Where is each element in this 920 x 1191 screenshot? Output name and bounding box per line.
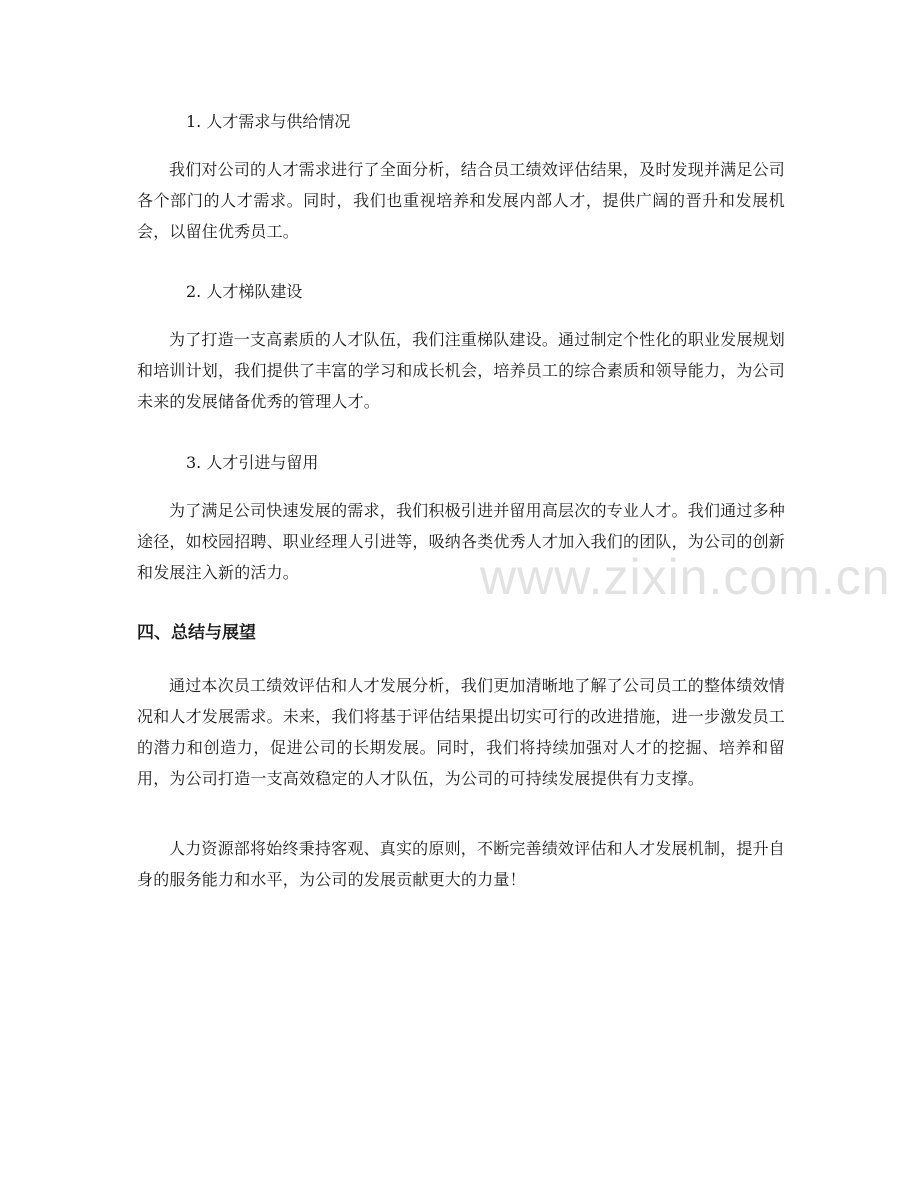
subsection-paragraph-2: 为了打造一支高素质的人才队伍，我们注重梯队建设。通过制定个性化的职业发展规划和培训计划，我们提供了丰富的学习和成长机会，培养员工的综合素质和领导能力，为公司未来的发展储备优秀的管理人才。: [137, 330, 786, 411]
subsection-heading-2: 2. 人才梯队建设: [186, 282, 303, 301]
summary-paragraph-2: 人力资源部将始终秉持客观、真实的原则，不断完善绩效评估和人才发展机制，提升自身的服务能力和水平，为公司的发展贡献更大的力量！: [137, 839, 785, 889]
summary-paragraph-1: 通过本次员工绩效评估和人才发展分析，我们更加清晰地了解了公司员工的整体绩效情况和人才发展需求。未来，我们将基于评估结果提出切实可行的改进措施，进一步激发员工的潜力和创造力，促进公司的长期发展。同时，我们将持续加强对人才的挖掘、培养和留用，为公司打造一支高效稳定的人才队伍，为公司的可持续发展提供有力支撑。: [137, 676, 786, 788]
subsection-paragraph-3: 为了满足公司快速发展的需求，我们积极引进并留用高层次的专业人才。我们通过多种途径，如校园招聘、职业经理人引进等，吸纳各类优秀人才加入我们的团队，为公司的创新和发展注入新的活力。: [137, 501, 786, 582]
subsection-paragraph-1: 我们对公司的人才需求进行了全面分析，结合员工绩效评估结果，及时发现并满足公司各个部门的人才需求。同时，我们也重视培养和发展内部人才，提供广阔的晋升和发展机会，以留住优秀员工。: [137, 160, 785, 241]
subsection-heading-1: 1. 人才需求与供给情况: [186, 112, 351, 131]
watermark-text: www.zixin.com.cn: [480, 549, 891, 605]
subsection-heading-3: 3. 人才引进与留用: [186, 453, 319, 472]
section-heading-summary: 四、总结与展望: [137, 623, 256, 643]
